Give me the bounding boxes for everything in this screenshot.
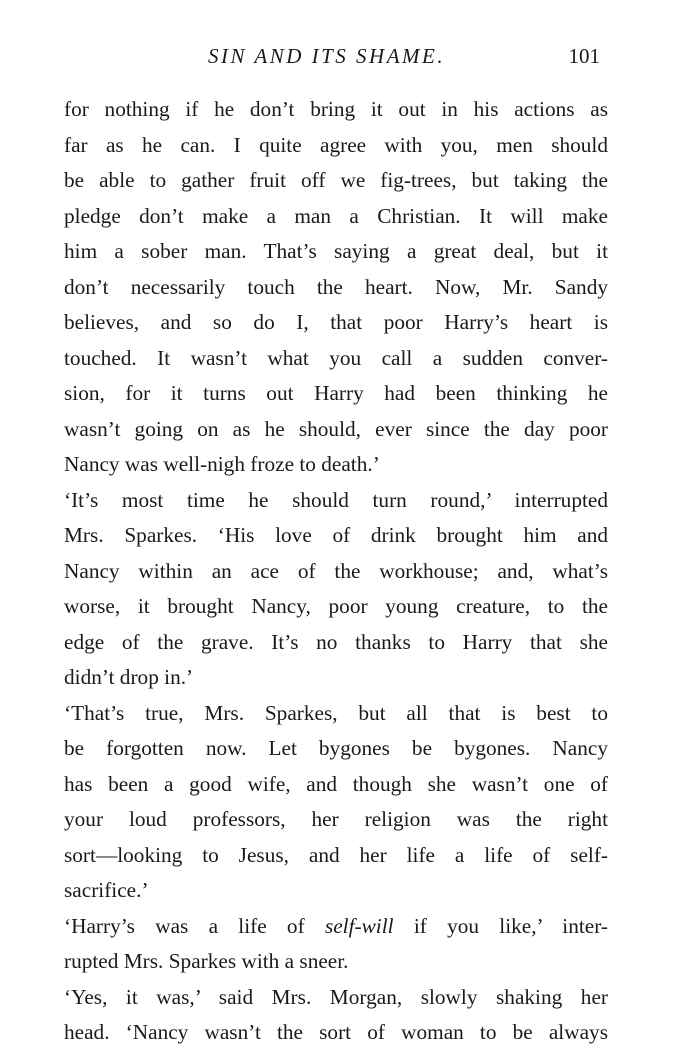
text-line: sion, for it turns out Harry had been thinking he xyxy=(64,381,608,405)
text-line: touched. It wasn’t what you call a sudden conver- xyxy=(64,345,608,370)
text-line: has been a good wife, and though she wasn’t one of xyxy=(64,771,608,796)
text-line: rupted Mrs. Sparkes with a sneer. xyxy=(64,949,349,973)
text-line: pledge don’t make a man a Christian. It will make xyxy=(64,203,608,228)
text-line: be forgotten now. Let bygones be bygones. Nancy xyxy=(64,736,608,760)
text-line xyxy=(64,909,608,945)
text-line: didn’t drop in.’ xyxy=(64,665,194,689)
body-text xyxy=(64,92,608,1051)
text-line: head. ‘Nancy wasn’t the sort of woman to be always xyxy=(64,1020,608,1044)
text-line: wasn’t going on as he should, ever since the day poor xyxy=(64,416,608,441)
text-line: Nancy within an ace of the workhouse; and, what’s xyxy=(64,558,608,583)
text-line: worse, it brought Nancy, poor young creature, to the xyxy=(64,594,608,618)
text-line: for nothing if he don’t bring it out in his actions as xyxy=(64,97,608,121)
text-line: ‘It’s most time he should turn round,’ interrupted xyxy=(64,487,608,512)
text-line: far as he can. I quite agree with you, men should xyxy=(64,132,608,157)
text-line: don’t necessarily touch the heart. Now, Mr. Sandy xyxy=(64,274,608,299)
text-line: ‘Yes, it was,’ said Mrs. Morgan, slowly shaking her xyxy=(64,984,608,1009)
text-line: him a sober man. That’s saying a great deal, but it xyxy=(64,239,608,263)
text-line: believes, and so do I, that poor Harry’s heart is xyxy=(64,310,608,334)
text-line: sort—looking to Jesus, and her life a life of self- xyxy=(64,842,608,867)
text-line: Nancy was well-nigh froze to death.’ xyxy=(64,452,380,476)
italic-phrase: self-will xyxy=(324,913,394,938)
text-line: sacrifice.’ xyxy=(64,878,149,902)
page-header xyxy=(64,44,604,74)
text-line: Mrs. Sparkes. ‘His love of drink brought him and xyxy=(64,523,608,547)
text-line: be able to gather fruit off we fig-trees, but taking the xyxy=(64,168,608,192)
text-line: edge of the grave. It’s no thanks to Harry that she xyxy=(64,629,608,654)
text-line-post: if you like,’ inter- xyxy=(393,913,608,938)
text-line: ‘That’s true, Mrs. Sparkes, but all that is best to xyxy=(64,700,608,725)
text-line-pre: ‘Harry’s was a life of xyxy=(64,913,325,938)
text-line: your loud professors, her religion was the right xyxy=(64,807,608,831)
running-head: SIN AND ITS SHAME. xyxy=(208,44,446,68)
page-number: 101 xyxy=(568,44,600,68)
